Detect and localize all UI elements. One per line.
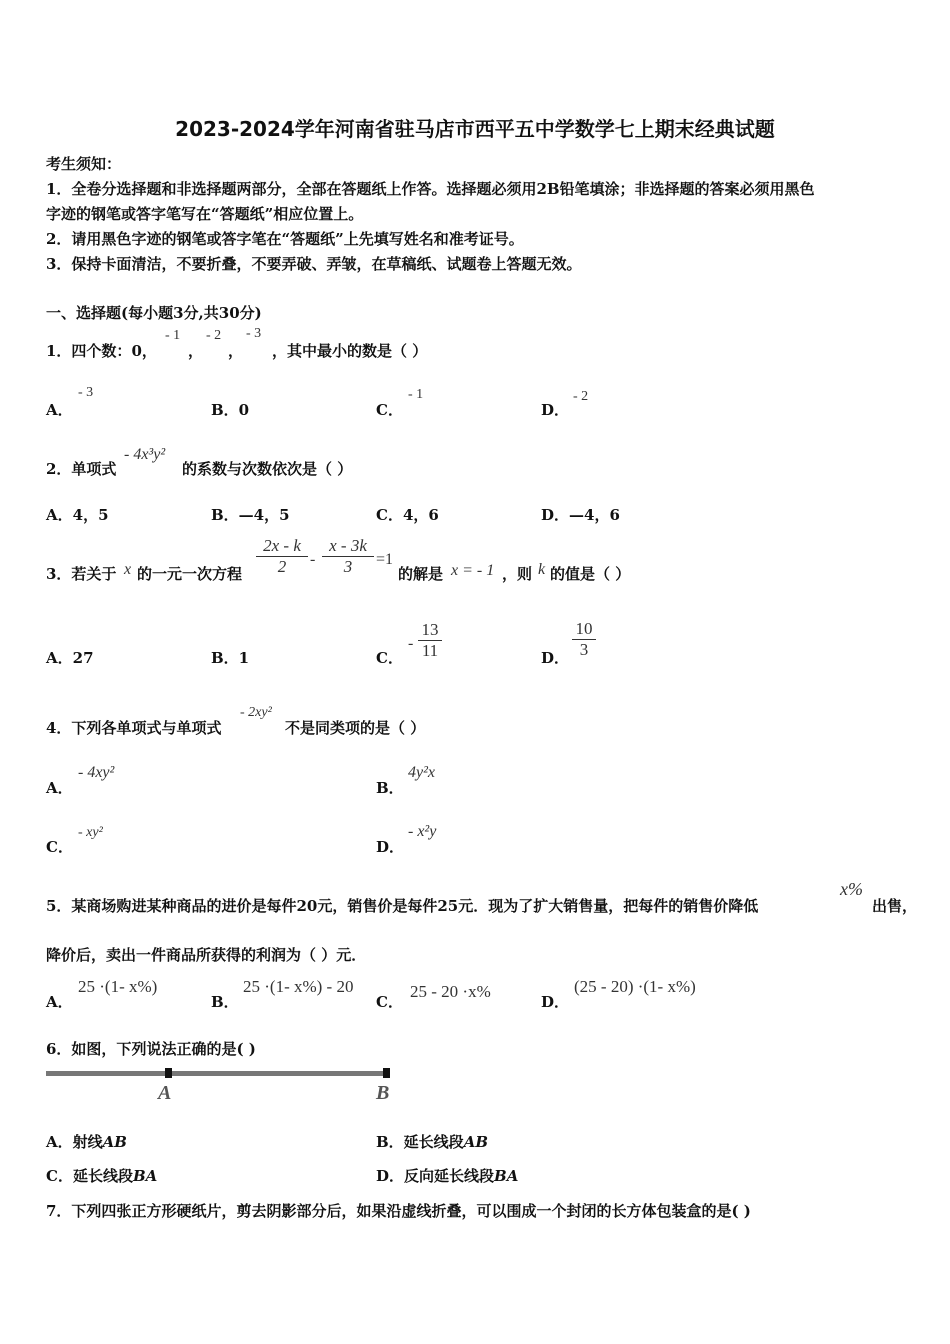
q5-line-1-end: 出售， <box>872 897 918 915</box>
q3-option-c-sign: - <box>408 635 414 652</box>
section-heading: 一、选择题(每小题3分,共30分) <box>46 304 262 322</box>
q1-option-b-label: B．0 <box>211 401 250 419</box>
q3-option-d-fraction <box>572 619 596 660</box>
q3-option-c-fraction <box>418 620 442 661</box>
q1-option-c-label: C． <box>376 401 403 419</box>
q1-suffix: ，其中最小的数是（ ） <box>272 342 428 360</box>
q5-percent: x% <box>840 879 863 899</box>
q4-prefix: 4．下列各单项式与单项式 <box>46 719 222 737</box>
q3-option-c-numerator: 13 <box>418 620 442 641</box>
q6-line-figure <box>44 1064 394 1108</box>
q6-option-c-label: C．延长线段 <box>46 1167 133 1185</box>
q3-fraction-2-numerator: x - 3k <box>322 536 374 557</box>
q5-line-2: 降价后，卖出一件商品所获得的利润为（ ）元． <box>46 946 367 964</box>
q3-option-a: A．27 <box>46 649 94 667</box>
q6-option-c <box>46 1165 157 1186</box>
q1-option-a-value: - 3 <box>78 385 94 400</box>
q1-option-c-value: - 1 <box>408 387 424 402</box>
q7-stem: 7．下列四张正方形硬纸片，剪去阴影部分后，如果沿虚线折叠，可以围成一个封闭的长方体包装盒的是( ) <box>46 1202 751 1220</box>
q1-number-neg2: - 2 <box>206 328 222 343</box>
q2-suffix: 的系数与次数依次是（ ） <box>182 460 353 478</box>
q1-option-d-value: - 2 <box>573 389 589 404</box>
q3-option-d-numerator: 10 <box>572 619 596 640</box>
q1-comma-2: ， <box>228 342 244 360</box>
q5-option-b-label: B． <box>211 993 239 1011</box>
q3-prefix: 3．若关于 <box>46 565 117 583</box>
q5-option-c-label: C． <box>376 993 403 1011</box>
q4-option-b-value: 4y²x <box>408 764 435 781</box>
q3-option-d-label: D． <box>541 649 570 667</box>
q6-point-a-label: A <box>158 1082 172 1104</box>
q6-option-d-value: BA <box>494 1167 519 1185</box>
q6-option-d-label: D．反向延长线段 <box>376 1167 495 1185</box>
q6-point-a-mark <box>165 1068 172 1078</box>
q3-option-d-denominator: 3 <box>579 640 589 659</box>
q6-point-b-mark <box>383 1068 390 1078</box>
notice-line-4: 3．保持卡面清洁，不要折叠，不要弄破、弄皱，在草稿纸、试题卷上答题无效。 <box>46 255 582 273</box>
q6-point-b-label: B <box>376 1082 390 1104</box>
q3-mid: 的一元一次方程 <box>137 565 243 583</box>
page-title: 2023-2024学年河南省驻马店市西平五中学数学七上期末经典试题 <box>175 117 775 141</box>
q3-tail-2: 的值是（ ） <box>550 565 631 583</box>
notice-heading: 考生须知： <box>46 155 122 173</box>
q3-solution: x = - 1 <box>451 562 495 579</box>
q4-option-c-value: - xy² <box>78 825 103 840</box>
q3-minus: - <box>310 551 316 568</box>
notice-line-1: 1．全卷分选择题和非选择题两部分，全部在答题纸上作答。选择题必须用2B铅笔填涂；非选择题的答案必须用黑色 <box>46 180 815 198</box>
q4-option-b-label: B． <box>376 779 404 797</box>
q3-option-c-denominator: 11 <box>421 641 439 660</box>
q3-fraction-1-numerator: 2x - k <box>256 536 308 557</box>
q4-option-a-label: A． <box>46 779 73 797</box>
q4-option-c-label: C． <box>46 838 73 856</box>
q5-option-d-value: (25 - 20) ·(1- x%) <box>574 977 696 996</box>
q3-variable-x: x <box>124 561 132 578</box>
q4-monomial: - 2xy² <box>240 705 272 720</box>
q3-fraction-2-denominator: 3 <box>343 557 353 576</box>
q4-suffix: 不是同类项的是（ ） <box>285 719 426 737</box>
q6-line <box>46 1071 388 1076</box>
q6-option-c-value: BA <box>132 1167 158 1185</box>
q4-option-d-value: - x²y <box>408 823 437 840</box>
q3-after: 的解是 <box>398 565 444 583</box>
q6-option-b <box>376 1131 488 1152</box>
q1-option-a-label: A． <box>46 401 73 419</box>
notice-line-3: 2．请用黑色字迹的钢笔或答字笔在“答题纸”上先填写姓名和准考证号。 <box>46 230 524 248</box>
q1-option-d-label: D． <box>541 401 570 419</box>
q2-option-b: B．—4，5 <box>211 506 290 524</box>
q3-equals-one: =1 <box>376 551 394 568</box>
q5-option-d-label: D． <box>541 993 570 1011</box>
q2-monomial: - 4x³y² <box>124 446 166 463</box>
q6-option-d <box>376 1165 518 1186</box>
q1-number-neg1: - 1 <box>165 328 181 343</box>
q1-prefix: 1．四个数：0， <box>46 342 157 360</box>
q3-fraction-1-denominator: 2 <box>277 557 287 576</box>
q6-option-a <box>46 1131 127 1152</box>
q4-option-a-value: - 4xy² <box>78 764 115 781</box>
q3-fraction-1 <box>256 536 308 577</box>
q2-option-d: D．—4，6 <box>541 506 620 524</box>
q1-comma-1: ， <box>188 342 204 360</box>
q2-option-a: A．4，5 <box>46 506 109 524</box>
q6-option-b-value: AB <box>463 1133 489 1151</box>
q6-option-b-label: B．延长线段 <box>376 1133 464 1151</box>
notice-line-2: 字迹的钢笔或答字笔写在“答题纸”相应位置上。 <box>46 205 364 223</box>
q2-option-c: C．4，6 <box>376 506 439 524</box>
q4-option-d-label: D． <box>376 838 405 856</box>
q3-tail-1: ，则 <box>502 565 533 583</box>
q2-prefix: 2．单项式 <box>46 460 117 478</box>
q6-option-a-value: AB <box>102 1133 127 1151</box>
q6-stem: 6．如图，下列说法正确的是( ) <box>46 1040 256 1058</box>
q6-option-a-label: A．射线 <box>46 1133 103 1151</box>
q3-option-b: B．1 <box>211 649 250 667</box>
q5-line-1: 5．某商场购进某种商品的进价是每件20元，销售价是每件25元．现为了扩大销售量，把每件的销售价降低 <box>46 897 759 915</box>
q3-variable-k: k <box>538 561 546 578</box>
q5-option-b-value: 25 ·(1- x%) - 20 <box>243 977 354 996</box>
q1-number-neg3: - 3 <box>246 326 262 341</box>
q3-option-c-label: C． <box>376 649 403 667</box>
q5-option-a-label: A． <box>46 993 73 1011</box>
q5-option-c-value: 25 - 20 ·x% <box>410 982 491 1001</box>
q3-fraction-2 <box>322 536 374 577</box>
q5-option-a-value: 25 ·(1- x%) <box>78 977 158 996</box>
